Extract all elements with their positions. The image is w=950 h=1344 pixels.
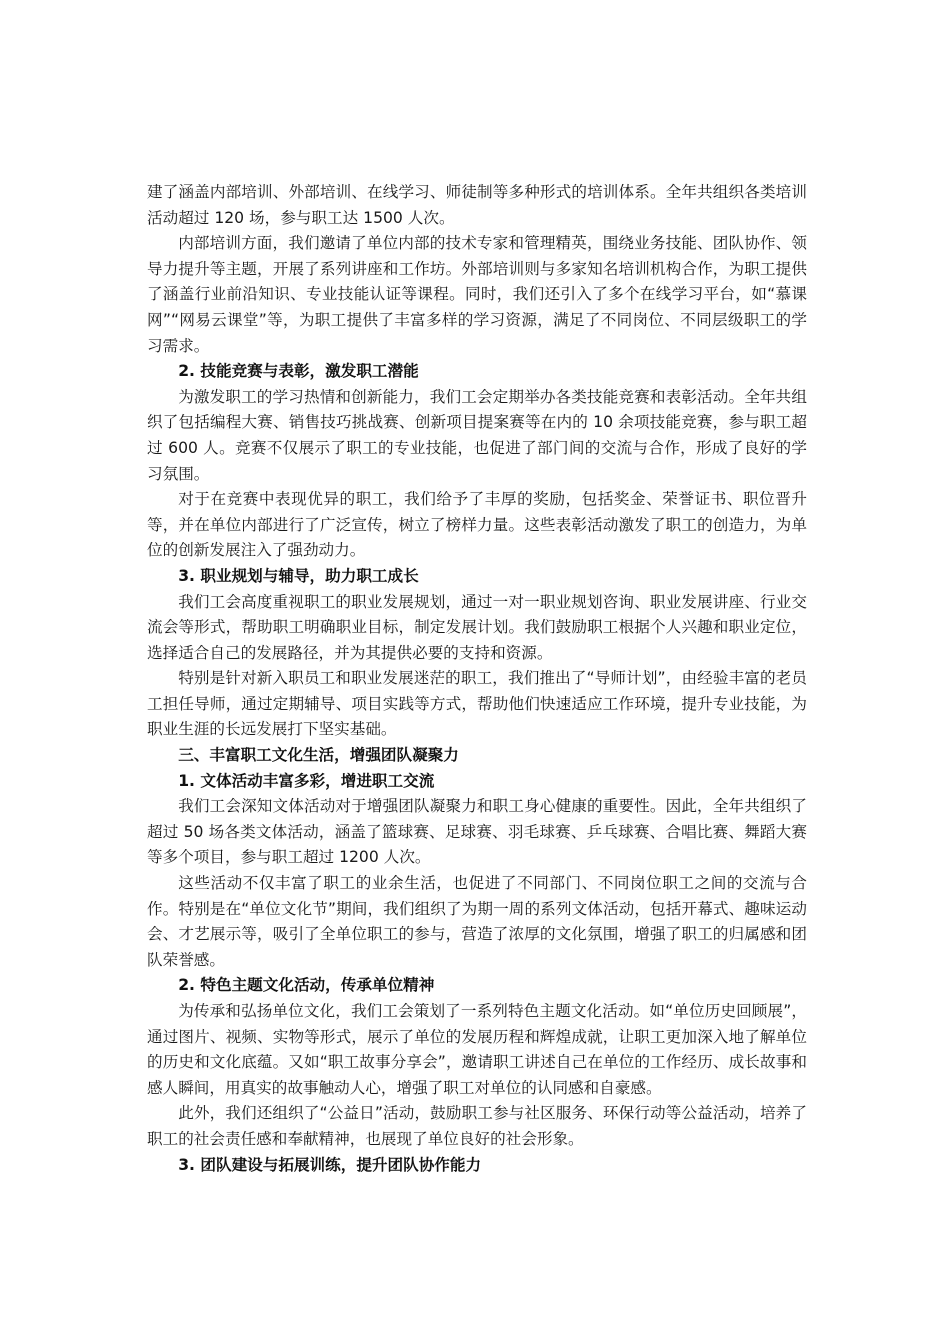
paragraph: 我们工会高度重视职工的职业发展规划，通过一对一职业规划咨询、职业发展讲座、行业交流会等形式，帮助职工明确职业目标，制定发展计划。我们鼓励职工根据个人兴趣和职业定位，选择适合自己的发展路径，并为其提供必要的支持和资源。 bbox=[147, 592, 807, 662]
section-heading: 3. 团队建设与拓展训练，提升团队协作能力 bbox=[178, 1155, 482, 1174]
section-heading: 1. 文体活动丰富多彩，增进职工交流 bbox=[178, 771, 435, 790]
paragraph: 为传承和弘扬单位文化，我们工会策划了一系列特色主题文化活动。如“单位历史回顾展”，通过图片、视频、实物等形式，展示了单位的发展历程和辉煌成就，让职工更加深入地了解单位的历史和文化底蕴。又如“职工故事分享会”，邀请职工讲述自己在单位的工作经历、成长故事和感人瞬间，用真实的故事触动人心，增强了职工对单位的认同感和自豪感。 bbox=[147, 1002, 807, 1097]
paragraph: 内部培训方面，我们邀请了单位内部的技术专家和管理精英，围绕业务技能、团队协作、领导力提升等主题，开展了系列讲座和工作坊。外部培训则与多家知名培训机构合作，为职工提供了涵盖行业前沿知识、专业技能认证等课程。同时，我们还引入了多个在线学习平台，如“慕课网”“网易云课堂”等，为职工提供了丰富多样的学习资源，满足了不同岗位、不同层级职工的学习需求。 bbox=[147, 234, 807, 355]
document-body bbox=[147, 180, 807, 1178]
paragraph: 这些活动不仅丰富了职工的业余生活，也促进了不同部门、不同岗位职工之间的交流与合作。特别是在“单位文化节”期间，我们组织了为期一周的系列文体活动，包括开幕式、趣味运动会、才艺展示等，吸引了全单位职工的参与，营造了浓厚的文化氛围，增强了职工的归属感和团队荣誉感。 bbox=[147, 874, 807, 969]
paragraph: 为激发职工的学习热情和创新能力，我们工会定期举办各类技能竞赛和表彰活动。全年共组织了包括编程大赛、销售技巧挑战赛、创新项目提案赛等在内的 10 余项技能竞赛，参与职工超过 600 人。竞赛不仅展示了职工的专业技能，也促进了部门间的交流与合作，形成了良好的学习氛围。 bbox=[147, 387, 807, 483]
section-heading: 2. 技能竞赛与表彰，激发职工潜能 bbox=[178, 362, 419, 381]
section-heading: 3. 职业规划与辅导，助力职工成长 bbox=[178, 566, 419, 585]
paragraph: 此外，我们还组织了“公益日”活动，鼓励职工参与社区服务、环保行动等公益活动，培养了职工的社会责任感和奉献精神，也展现了单位良好的社会形象。 bbox=[147, 1104, 807, 1148]
paragraph: 对于在竞赛中表现优异的职工，我们给予了丰厚的奖励，包括奖金、荣誉证书、职位晋升等，并在单位内部进行了广泛宣传，树立了榜样力量。这些表彰活动激发了职工的创造力，为单位的创新发展注入了强劲动力。 bbox=[147, 490, 807, 560]
chapter-heading: 三、丰富职工文化生活，增强团队凝聚力 bbox=[178, 746, 459, 765]
paragraph: 建了涵盖内部培训、外部培训、在线学习、师徒制等多种形式的培训体系。全年共组织各类培训活动超过 120 场，参与职工达 1500 人次。 bbox=[147, 183, 807, 227]
paragraph: 我们工会深知文体活动对于增强团队凝聚力和职工身心健康的重要性。因此，全年共组织了超过 50 场各类文体活动，涵盖了篮球赛、足球赛、羽毛球赛、乒乓球赛、合唱比赛、舞蹈大赛等多个项目，参与职工超过 1200 人次。 bbox=[147, 797, 807, 867]
section-heading: 2. 特色主题文化活动，传承单位精神 bbox=[178, 976, 435, 995]
paragraph: 特别是针对新入职员工和职业发展迷茫的职工，我们推出了“导师计划”，由经验丰富的老员工担任导师，通过定期辅导、项目实践等方式，帮助他们快速适应工作环境，提升专业技能，为职业生涯的长远发展打下坚实基础。 bbox=[147, 669, 807, 739]
